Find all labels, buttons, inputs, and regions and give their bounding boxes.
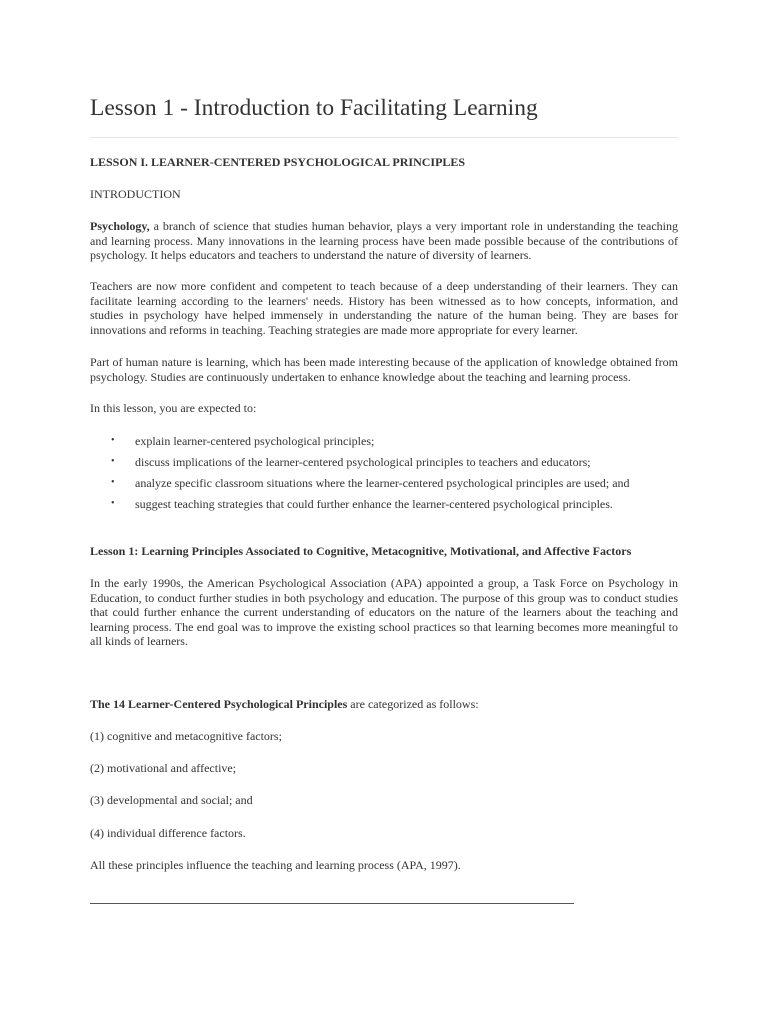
bullet-icon: • [111,435,115,446]
list-item-text: explain learner-centered psychological principles; [135,434,375,448]
list-item [90,434,678,455]
category-item: (1) cognitive and metacognitive factors; [90,729,282,743]
paragraph-teachers: Teachers are now more confident and competent to teach because of a deep understanding of their learners. They can facilitate learning according to the learners' needs. History has been witnessed as to how concepts, information, and studies in psychology have helped immensely in understanding the nature of the human being. They are bases for innovations and reforms in teaching. Teaching strategies are made more appropriate for every learner. [90,279,678,337]
bottom-divider [90,903,574,904]
lesson-heading: LESSON I. LEARNER-CENTERED PSYCHOLOGICAL PRINCIPLES [90,155,466,169]
section-heading: Lesson 1: Learning Principles Associated to Cognitive, Metacognitive, Motivational, and Affective Factors [90,544,632,558]
introduction-heading: INTRODUCTION [90,187,181,201]
principles-title: The 14 Learner-Centered Psychological Principles [90,697,348,711]
objectives-intro: In this lesson, you are expected to: [90,401,257,415]
title-divider [90,137,678,138]
category-item: (4) individual difference factors. [90,826,246,840]
paragraph-psychology-text: a branch of science that studies human behavior, plays a very important role in understanding the teaching and learning process. Many innovations in the learning process have been made possible because of the contributions of psychology. It helps educators and teachers to understand the nature of diversity of learners. [90,219,678,263]
bullet-icon: • [111,498,115,509]
category-item: (3) developmental and social; and [90,793,253,807]
list-item-text: analyze specific classroom situations where the learner-centered psychological principles are used; and [135,476,630,490]
closing-statement: All these principles influence the teaching and learning process (APA, 1997). [90,858,461,872]
list-item-text: suggest teaching strategies that could further enhance the learner-centered psychological principles. [135,497,613,511]
list-item [90,476,678,497]
paragraph-apa: In the early 1990s, the American Psychological Association (APA) appointed a group, a Task Force on Psychology in Education, to conduct further studies in both psychology and education. The purpose of this group was to conduct studies that could further enhance the current understanding of educators on the nature of the learners about the teaching and learning process. The end goal was to improve the existing school practices so that learning becomes more meaningful to all kinds of learners. [90,576,678,649]
principles-intro-text: are categorized as follows: [347,697,479,711]
objectives-list [90,434,678,518]
list-item [90,497,678,518]
paragraph-psychology [90,219,678,263]
bullet-icon: • [111,477,115,488]
principles-intro [90,697,678,712]
psychology-term: Psychology, [90,219,150,233]
list-item-text: discuss implications of the learner-centered psychological principles to teachers and educators; [135,455,591,469]
page-title: Lesson 1 - Introduction to Facilitating Learning [90,95,538,121]
category-item: (2) motivational and affective; [90,761,237,775]
paragraph-human-nature: Part of human nature is learning, which has been made interesting because of the application of knowledge obtained from psychology. Studies are continuously undertaken to enhance knowledge about the teaching and learning process. [90,355,678,384]
bullet-icon: • [111,456,115,467]
list-item [90,455,678,476]
